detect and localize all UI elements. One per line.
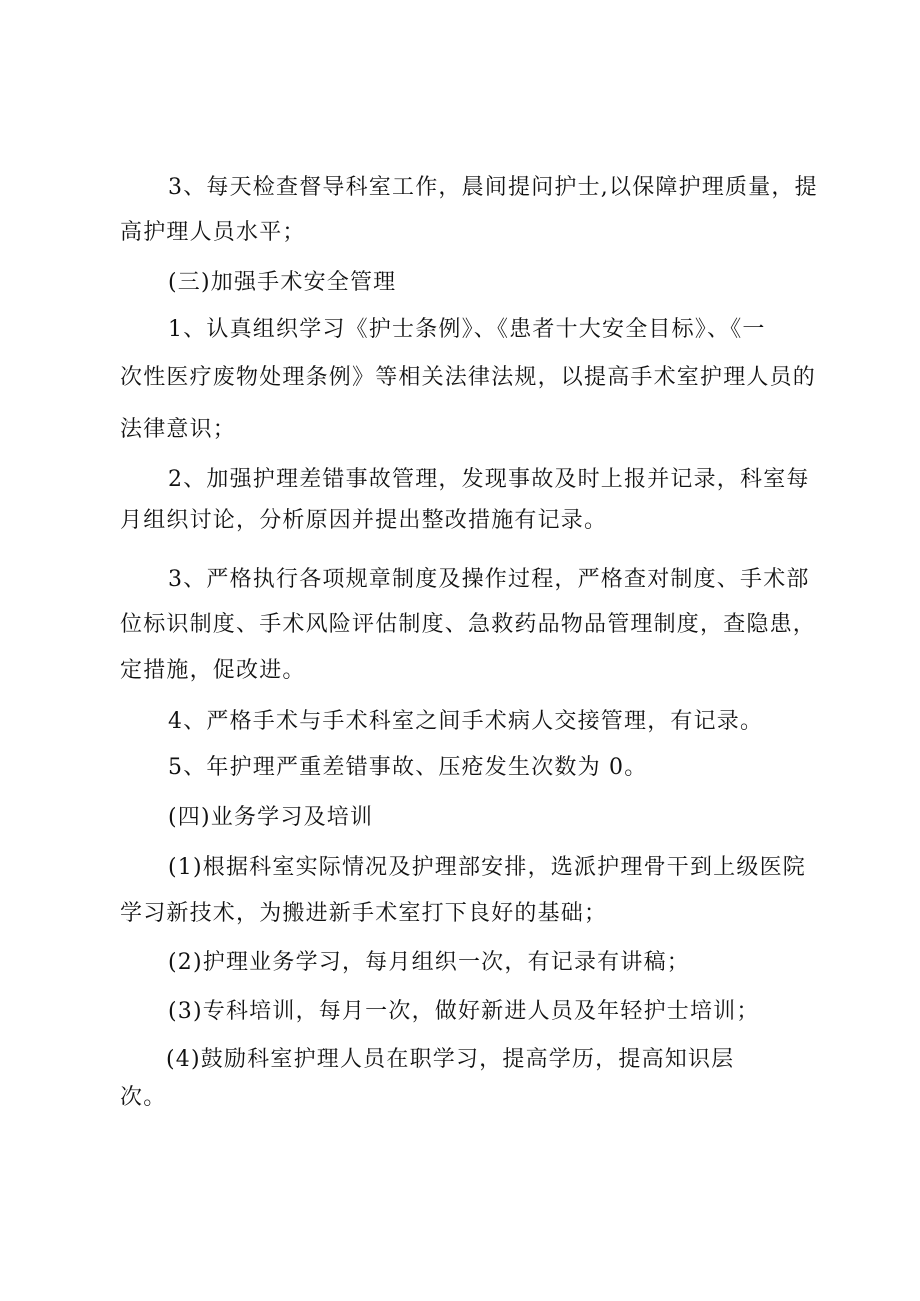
- paragraph-line: 3、严格执行各项规章制度及操作过程，严格查对制度、手术部: [168, 567, 810, 592]
- paragraph-line: 2、加强护理差错事故管理，发现事故及时上报并记录，科室每: [168, 467, 810, 492]
- paragraph-line: 3、每天检查督导科室工作，晨间提问护士,以保障护理质量，提: [168, 175, 818, 200]
- paragraph-line: 次性医疗废物处理条例》等相关法律法规，以提高手术室护理人员的: [120, 365, 817, 390]
- paragraph-line: (1)根据科室实际情况及护理部安排，选派护理骨干到上级医院: [168, 855, 806, 880]
- paragraph-line: 学习新技术，为搬进新手术室打下良好的基础；: [120, 901, 608, 926]
- paragraph-line: 月组织讨论，分析原因并提出整改措施有记录。: [120, 508, 608, 533]
- paragraph-line: 次。: [120, 1085, 167, 1110]
- paragraph-line: 5、年护理严重差错事故、压疮发生次数为 0。: [168, 755, 648, 780]
- paragraph-line: (2)护理业务学习，每月组织一次，有记录有讲稿；: [168, 950, 690, 975]
- paragraph-line: 位标识制度、手术风险评估制度、急救药品物品管理制度，查隐患，: [120, 612, 817, 637]
- paragraph-line: 定措施，促改进。: [120, 658, 306, 683]
- paragraph-line: 4、严格手术与手术科室之间手术病人交接管理，有记录。: [168, 709, 764, 734]
- section-heading: (四)业务学习及培训: [168, 805, 374, 830]
- paragraph-line: (4)鼓励科室护理人员在职学习，提高学历，提高知识层: [166, 1047, 735, 1072]
- paragraph-line: 1、认真组织学习《护士条例》、《患者十大安全目标》、《一: [168, 317, 766, 342]
- paragraph-line: 法律意识；: [120, 417, 237, 442]
- paragraph-line: (3)专科培训，每月一次，做好新进人员及年轻护士培训；: [168, 999, 760, 1024]
- paragraph-line: 高护理人员水平；: [120, 220, 306, 245]
- section-heading: (三)加强手术安全管理: [168, 270, 397, 295]
